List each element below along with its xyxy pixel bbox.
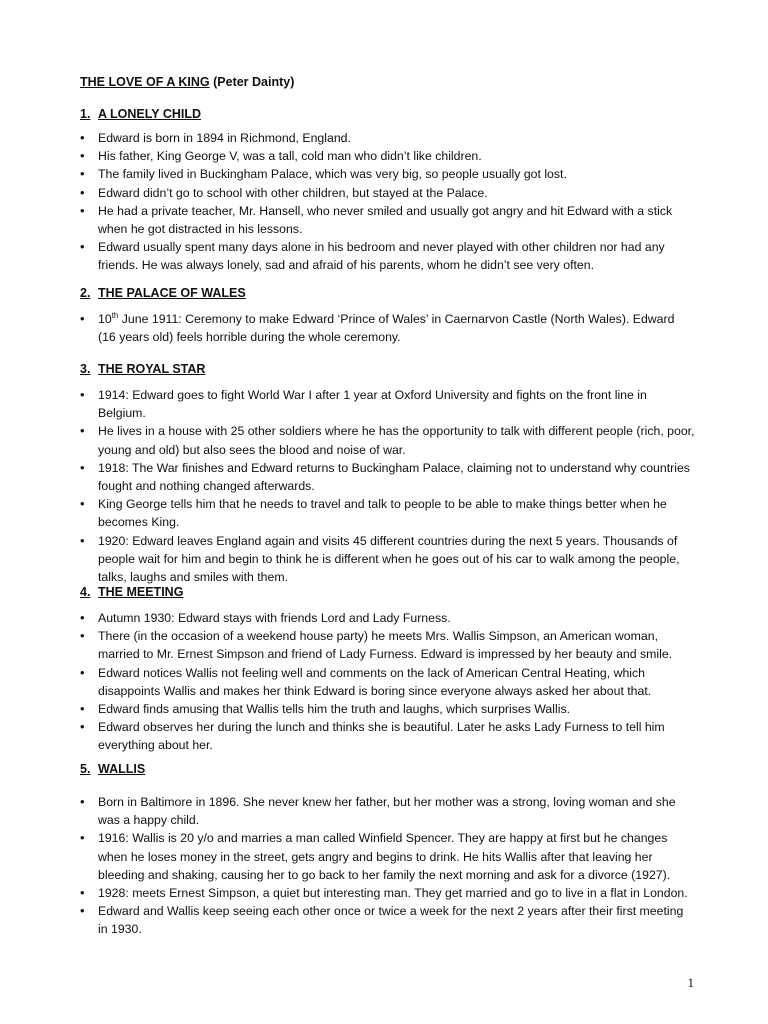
list-item: • King George tells him that he needs to travel and talk to people to be able to make things better when he becomes King.: [80, 495, 695, 531]
list-item: • Born in Baltimore in 1896. She never knew her father, but her mother was a strong, loving woman and she was a happy child.: [80, 793, 695, 829]
list-item: • 10th June 1911: Ceremony to make Edward ‘Prince of Wales’ in Caernarvon Castle (North Wales). Edward (16 years old) feels horrible during the whole ceremony.: [80, 310, 695, 346]
section-list-wallis: [80, 793, 695, 939]
section-heading-lonely-child: 1. A LONELY CHILD: [80, 107, 202, 121]
section-list-royal-star: [80, 386, 695, 586]
list-item: • 1916: Wallis is 20 y/o and marries a man called Winfield Spencer. They are happy at first but he changes when he loses money in the street, gets angry and begins to drink. He hits Wallis after that leaving her bleeding and shaking, causing her to go back to her family the next morning and ask for a divorce (1927).: [80, 829, 695, 884]
section-heading-palace-of-wales: 2. THE PALACE OF WALES: [80, 286, 246, 300]
section-heading-wallis: 5. WALLIS: [80, 762, 146, 776]
list-item: • He lives in a house with 25 other soldiers where he has the opportunity to talk with different people (rich, poor, young and old) but also sees the blood and noise of war.: [80, 422, 695, 458]
title-author: (Peter Dainty): [209, 75, 295, 89]
list-item: • 1914: Edward goes to fight World War I after 1 year at Oxford University and fights on the front line in Belgium.: [80, 386, 695, 422]
title-main: THE LOVE OF A KING: [80, 75, 210, 89]
section-list-lonely-child: [80, 129, 695, 275]
list-item: • His father, King George V, was a tall, cold man who didn’t like children.: [80, 147, 695, 165]
section-list-meeting: [80, 609, 695, 755]
list-item: • 1920: Edward leaves England again and visits 45 different countries during the next 5 years. Thousands of people wait for him and begin to think he is different when he goes out of his car to walk among the people, talks, laughs and smiles with them.: [80, 532, 695, 587]
page-number: 1: [687, 975, 694, 990]
list-item: • Autumn 1930: Edward stays with friends Lord and Lady Furness.: [80, 609, 695, 627]
list-item: • Edward usually spent many days alone in his bedroom and never played with other children nor had any friends. He was always lonely, sad and afraid of his parents, whom he didn’t see very often.: [80, 238, 695, 274]
section-heading-meeting: 4. THE MEETING: [80, 585, 184, 599]
list-item: • Edward didn’t go to school with other children, but stayed at the Palace.: [80, 184, 695, 202]
section-heading-royal-star: 3. THE ROYAL STAR: [80, 362, 206, 376]
list-item: • There (in the occasion of a weekend house party) he meets Mrs. Wallis Simpson, an American woman, married to Mr. Ernest Simpson and friend of Lady Furness. Edward is impressed by her beauty and smile.: [80, 627, 695, 663]
list-item: • The family lived in Buckingham Palace, which was very big, so people usually got lost.: [80, 165, 695, 183]
list-item: • Edward and Wallis keep seeing each other once or twice a week for the next 2 years after their first meeting in 1930.: [80, 902, 695, 938]
list-item: • Edward is born in 1894 in Richmond, England.: [80, 129, 695, 147]
list-item: • 1918: The War finishes and Edward returns to Buckingham Palace, claiming not to understand why countries fought and nothing changed afterwards.: [80, 459, 695, 495]
list-item: • Edward observes her during the lunch and thinks she is beautiful. Later he asks Lady Furness to tell him everything about her.: [80, 718, 695, 754]
list-item: • He had a private teacher, Mr. Hansell, who never smiled and usually got angry and hit Edward with a stick when he got distracted in his lessons.: [80, 202, 695, 238]
list-item: • 1928: meets Ernest Simpson, a quiet but interesting man. They get married and go to live in a flat in London.: [80, 884, 695, 902]
section-list-palace-of-wales: [80, 310, 695, 346]
list-item: • Edward finds amusing that Wallis tells him the truth and laughs, which surprises Wallis.: [80, 700, 695, 718]
list-item: • Edward notices Wallis not feeling well and comments on the lack of American Central Heating, which disappoints Wallis and makes her think Edward is boring since everyone always asked her about that.: [80, 664, 695, 700]
document-title: [80, 75, 294, 89]
